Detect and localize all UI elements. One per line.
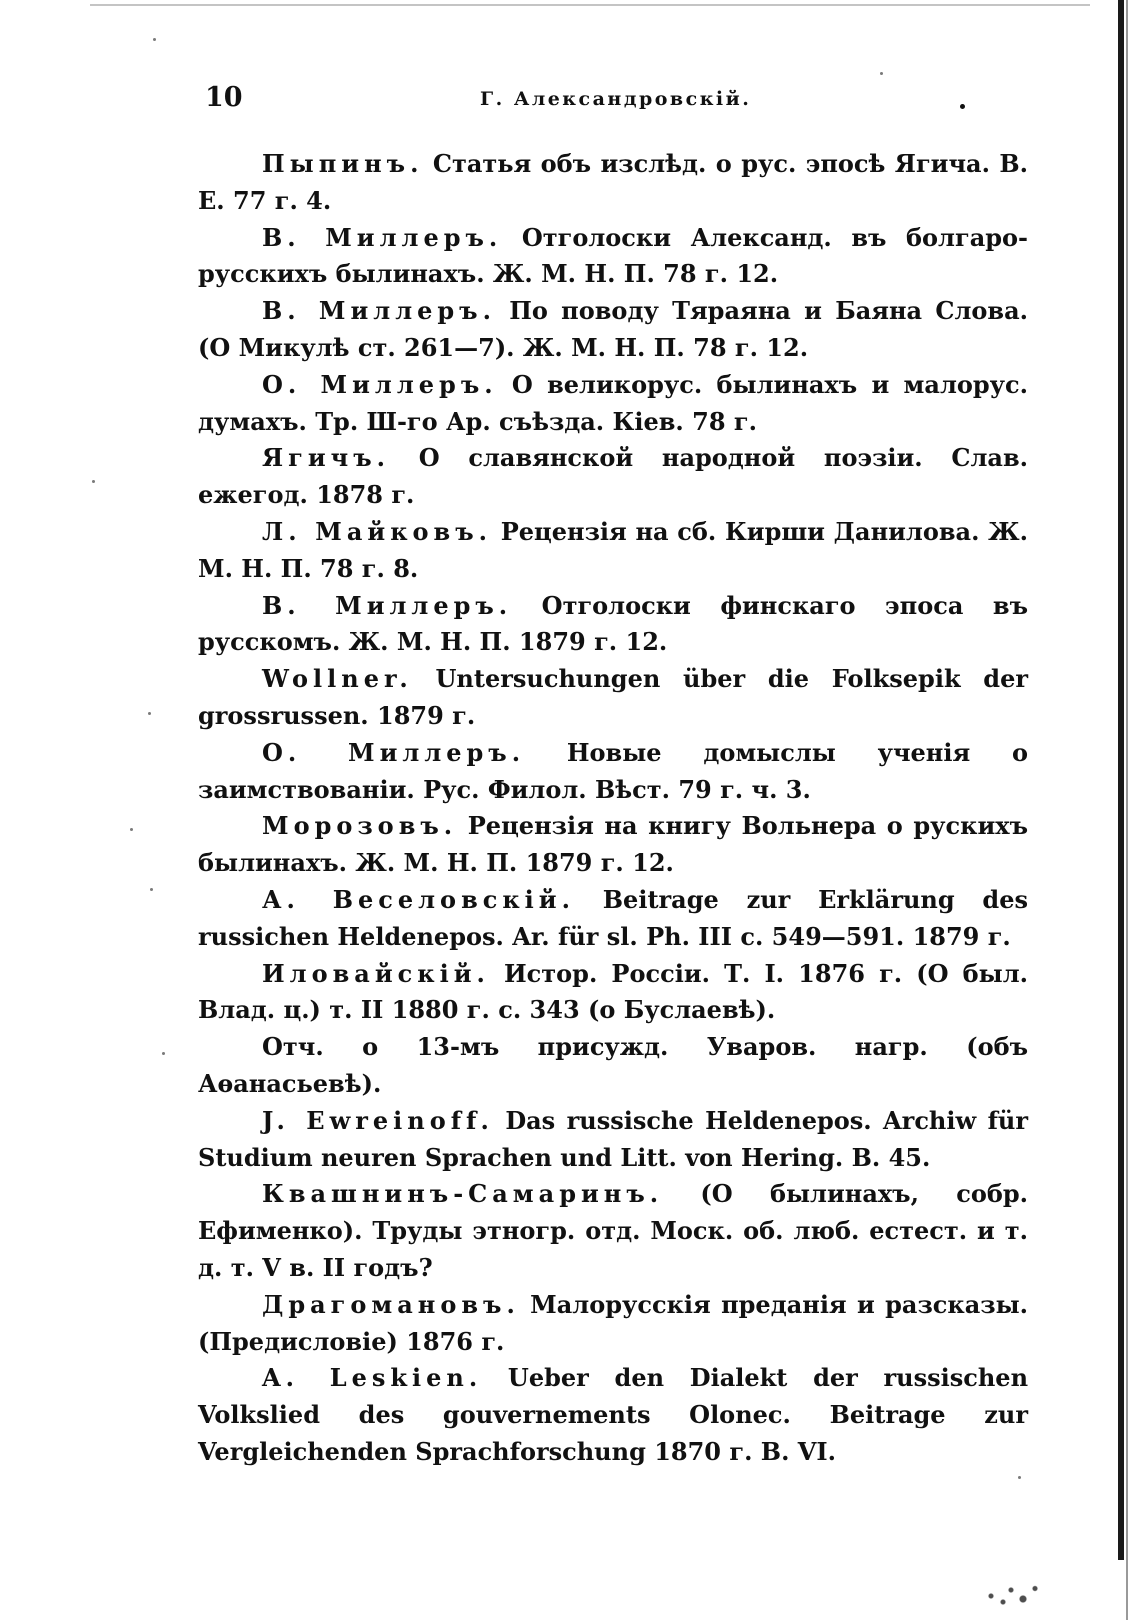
entry-author: A. Leskien. <box>262 1363 483 1393</box>
entry-author: В. Миллеръ. <box>262 590 513 620</box>
bibliography-entry <box>198 440 1028 514</box>
entry-author: О. Миллеръ. <box>262 369 498 399</box>
scan-speck <box>130 828 133 831</box>
entry-author: J. Ewreinoff. <box>262 1105 494 1135</box>
entry-text: Untersuchungen über die Folksepik der grossrussen. 1879 г. <box>198 664 1028 730</box>
bibliography-entry <box>198 514 1028 588</box>
entry-author: А. Веселовскій. <box>262 884 575 914</box>
bibliography-entry <box>198 735 1028 809</box>
page-number: 10 <box>205 82 243 113</box>
bibliography-entry <box>198 1029 1028 1103</box>
entry-author: О. Миллеръ. <box>262 737 526 767</box>
bibliography-entry <box>198 146 1028 220</box>
entry-text: Рецензія на книгу Вольнера о рускихъ былинахъ. Ж. М. Н. П. 1879 г. 12. <box>198 811 1028 878</box>
entry-author: Квашнинъ-Самаринъ. <box>262 1179 664 1209</box>
entry-author: В. Миллеръ. <box>262 296 496 326</box>
scan-speck <box>162 1052 165 1055</box>
entry-text: О славянской народной поэзіи. Слав. ежегод. 1878 г. <box>198 443 1028 510</box>
scan-speck <box>880 72 883 75</box>
entry-author: Пыпинъ. <box>262 149 424 178</box>
scan-speck <box>148 712 151 715</box>
entry-text: Статья объ изслѣд. о рус. эпосѣ Ягича. В. Е. 77 г. 4. <box>198 149 1029 215</box>
entry-author: В. Миллеръ. <box>262 222 503 252</box>
bibliography-entry <box>198 1360 1028 1470</box>
entry-text: Малорусскія преданія и разсказы. (Предисловіе) 1876 г. <box>198 1289 1029 1356</box>
entry-text: О великорус. былинахъ и малорус. думахъ. Тр. Ш-го Ар. съѣзда. Кіев. 78 г. <box>198 369 1028 436</box>
entry-text: Отголоски финскаго эпоса въ русскомъ. Ж. М. Н. П. 1879 г. 12. <box>198 590 1028 657</box>
bibliography-entry <box>198 367 1028 441</box>
bibliography-entry <box>198 1176 1028 1286</box>
ink-smudge <box>975 1578 1055 1608</box>
bibliography-entry <box>198 293 1028 367</box>
entry-text: Beitrage zur Erklärung des russichen Heldenepos. Ar. für sl. Ph. III с. 549—591. 1879 г. <box>198 884 1028 951</box>
bibliography-entry <box>198 1287 1028 1361</box>
entry-text: Отголоски Александ. въ болгаро-русскихъ былинахъ. Ж. М. Н. П. 78 г. 12. <box>198 222 1028 289</box>
bibliography-entry <box>198 1103 1028 1177</box>
scan-page-edge <box>1126 0 1128 1620</box>
header-dot <box>960 104 965 109</box>
entry-text: Das russische Heldenepos. Archiw für Studium neuren Sprachen und Litt. von Hering. B. 45. <box>198 1105 1029 1172</box>
page-header <box>205 82 1025 122</box>
bibliography-entry <box>198 882 1028 956</box>
running-head: Г. Александровскій. <box>480 88 752 110</box>
bibliography-entry <box>198 661 1028 735</box>
entry-text: Ueber den Dialekt der russischen Volkslied des gouvernements Olonec. Beitrage zur Vergleichenden Sprachforschung 1870 г. B. VI. <box>198 1363 1029 1466</box>
bibliography-entry <box>198 220 1028 294</box>
entry-text: Отч. о 13-мъ присужд. Уваров. нагр. (объ Аѳанасьевѣ). <box>198 1032 1028 1098</box>
entry-author: Wollner. <box>262 664 413 694</box>
entry-text: Истор. Россіи. Т. І. 1876 г. (О был. Влад. ц.) т. II 1880 г. с. 343 (о Буслаевѣ). <box>198 958 1029 1025</box>
bibliography-entry <box>198 808 1028 882</box>
entry-author: Иловайскій. <box>262 958 490 988</box>
entry-author: Морозовъ. <box>262 811 458 841</box>
entry-text: Новые домыслы ученія о заимствованіи. Рус. Филол. Вѣст. 79 г. ч. 3. <box>198 737 1028 804</box>
entry-text: (О былинахъ, собр. Ефименко). Труды этногр. отд. Моск. об. люб. естест. и т. д. т. V в. II годъ? <box>198 1179 1029 1282</box>
scan-binding-edge <box>1118 0 1124 1560</box>
bibliography-list <box>198 146 1028 1471</box>
scan-speck <box>92 480 95 483</box>
entry-author: Ягичъ. <box>262 443 391 473</box>
bibliography-entry <box>198 588 1028 662</box>
entry-author: Драгомановъ. <box>262 1289 520 1319</box>
scan-speck <box>150 888 153 891</box>
entry-text: По поводу Тяраяна и Баяна Слова. (О Микулѣ ст. 261—7). Ж. М. Н. П. 78 г. 12. <box>198 296 1028 362</box>
scan-top-edge <box>90 4 1090 6</box>
scan-speck <box>1018 1476 1021 1479</box>
bibliography-entry <box>198 956 1028 1030</box>
entry-author: Л. Майковъ. <box>262 516 492 546</box>
scan-speck <box>153 38 156 41</box>
entry-text: Рецензія на сб. Кирши Данилова. Ж. М. Н. П. 78 г. 8. <box>198 516 1028 583</box>
